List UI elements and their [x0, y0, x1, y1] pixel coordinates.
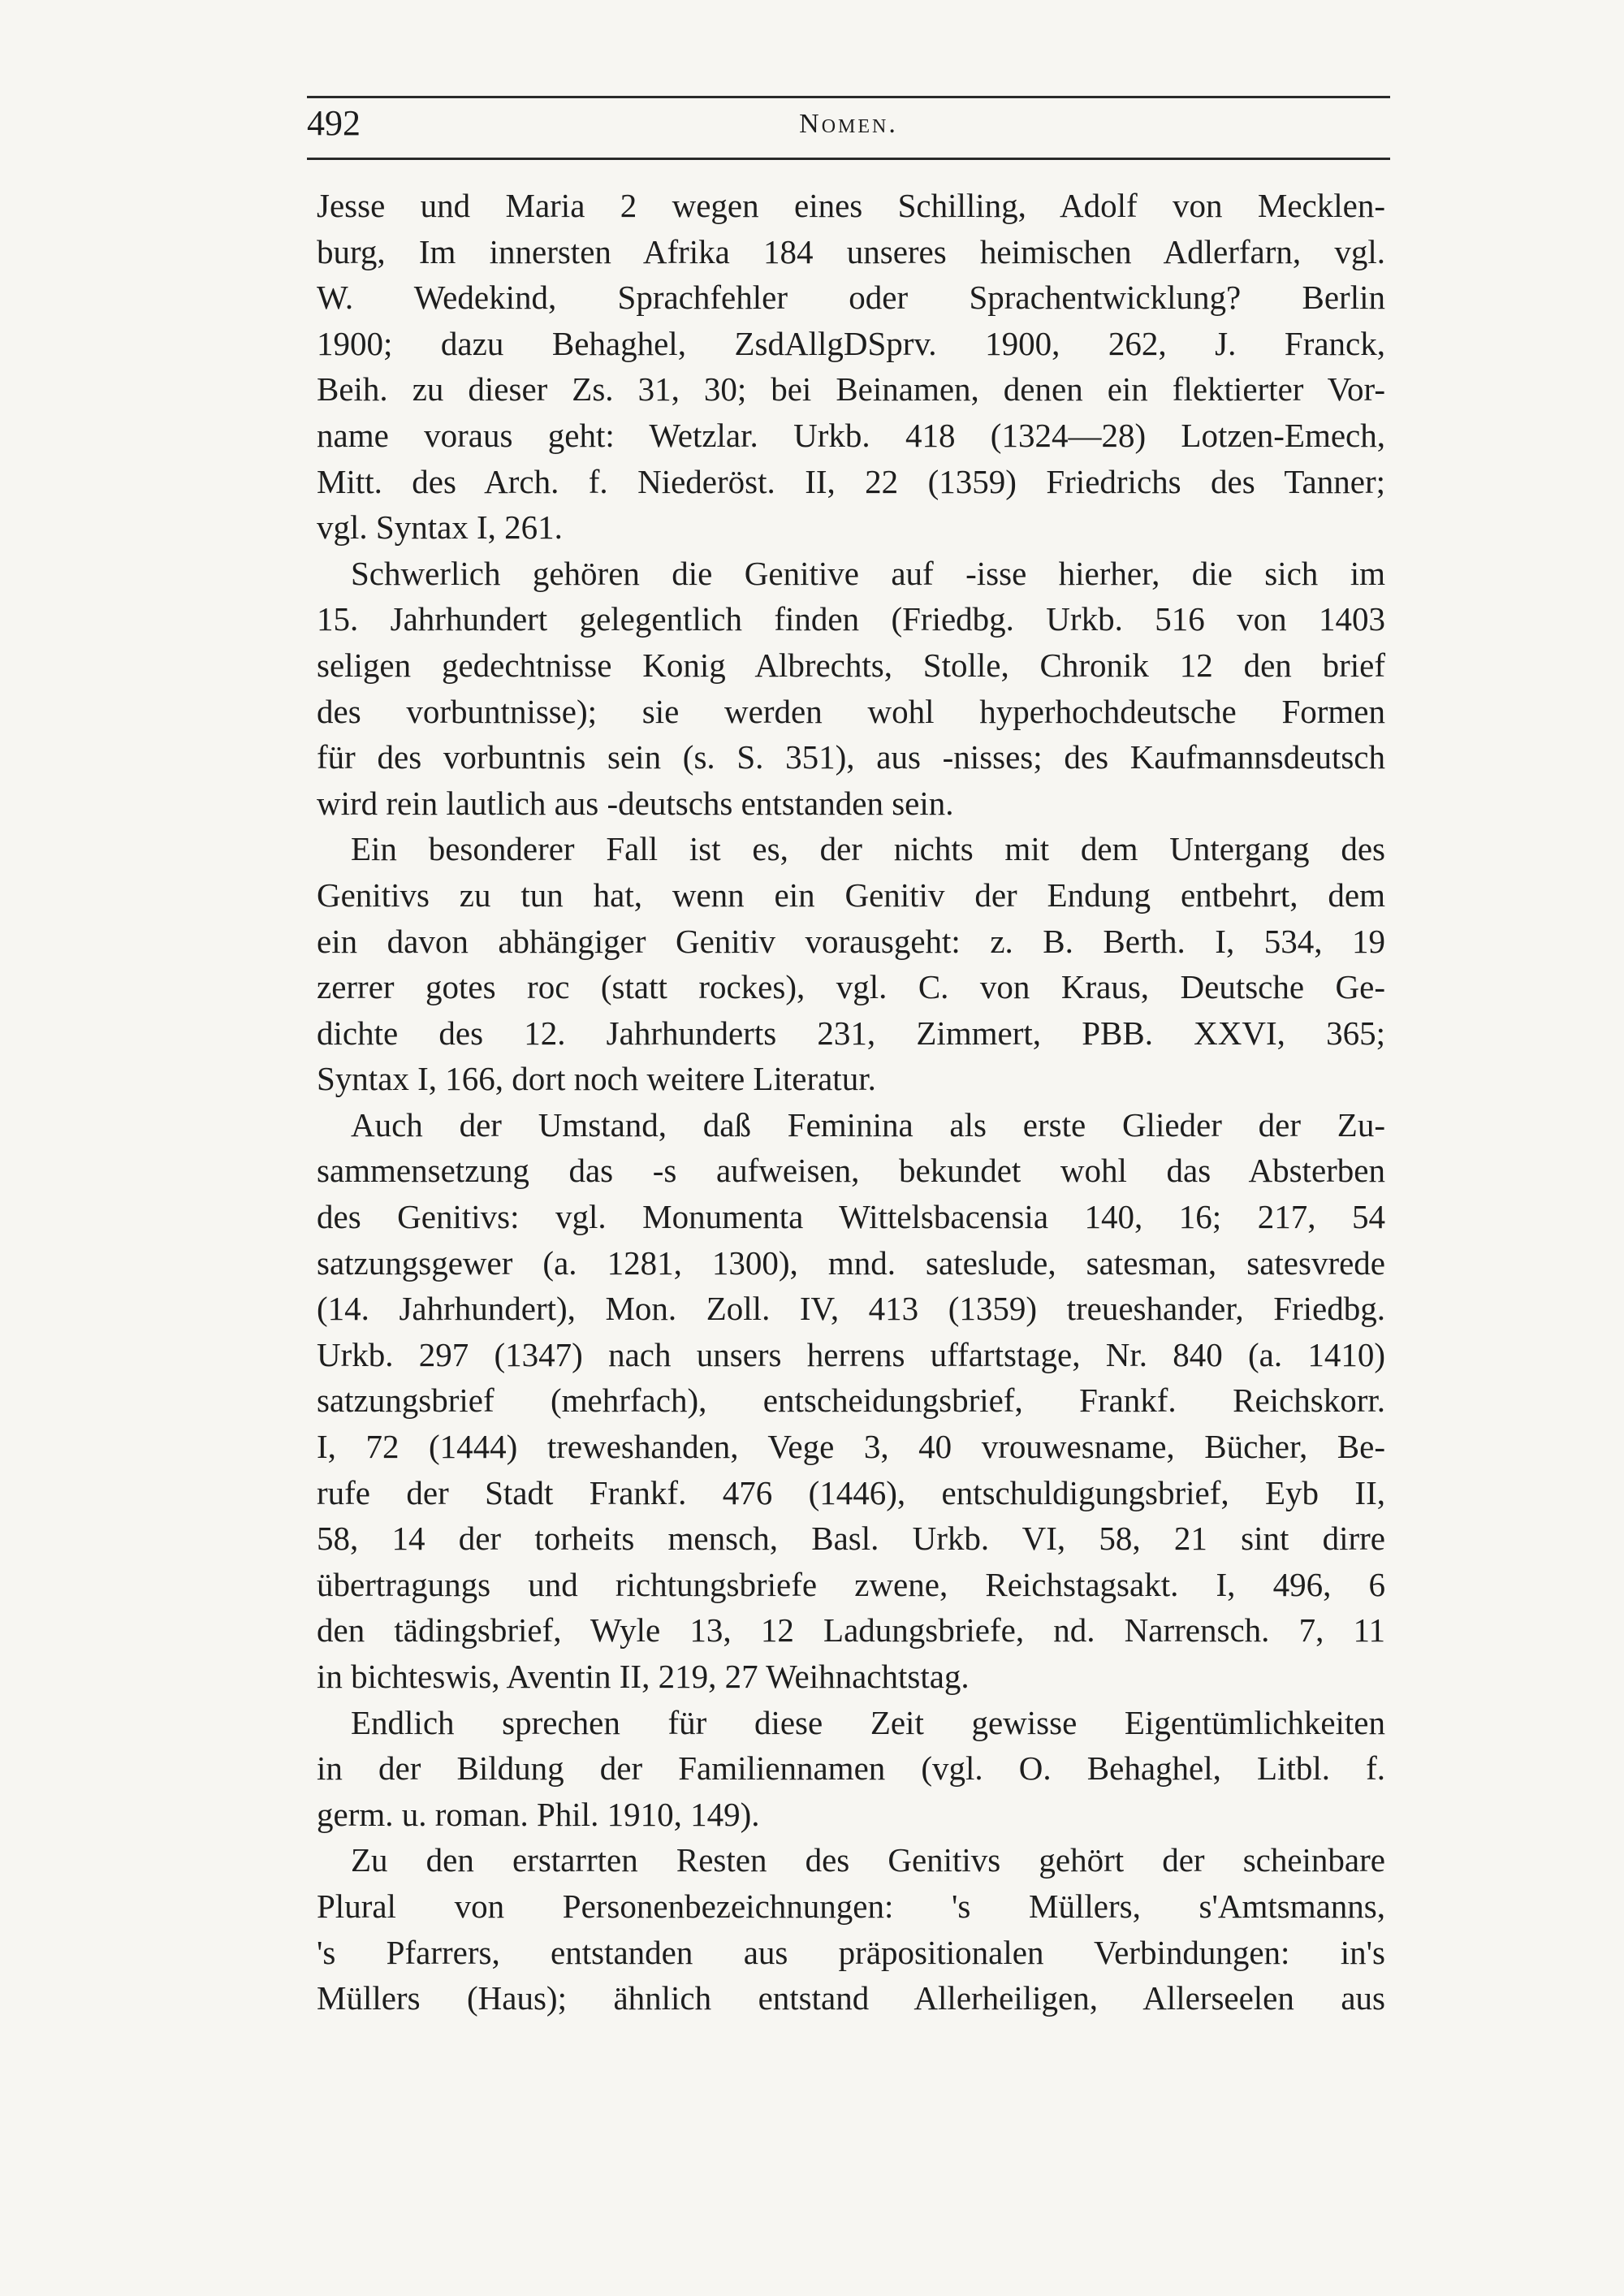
text-line: sammensetzung das -s aufweisen, bekundet wohl das Absterben — [317, 1152, 1385, 1190]
running-head: Nomen. — [799, 109, 898, 139]
text-line: in der Bildung der Familiennamen (vgl. O. Behaghel, Litbl. f. — [317, 1749, 1385, 1788]
paragraph-start-line: Zu den erstarrten Resten des Genitivs gehört der scheinbare — [351, 1841, 1385, 1879]
text-line: 58, 14 der torheits mensch, Basl. Urkb. VI, 58, 21 sint dirre — [317, 1520, 1385, 1558]
page-number: 492 — [307, 103, 361, 143]
body-text — [317, 183, 1385, 2021]
text-line: Mitt. des Arch. f. Niederöst. II, 22 (1359) Friedrichs des Tanner; — [317, 462, 1385, 500]
text-line: in bichteswis, Aventin II, 219, 27 Weihnachtstag. — [317, 1658, 970, 1695]
text-line: burg, Im innersten Afrika 184 unseres heimischen Adlerfarn, vgl. — [317, 232, 1385, 270]
text-line: satzungsgewer (a. 1281, 1300), mnd. sateslude, satesman, satesvrede — [317, 1243, 1385, 1282]
text-line: wird rein lautlich aus -deutschs entstanden sein. — [317, 784, 954, 822]
text-line: ein davon abhängiger Genitiv vorausgeht: z. B. Berth. I, 534, 19 — [317, 922, 1385, 960]
text-line: zerrer gotes roc (statt rockes), vgl. C. von Kraus, Deutsche Ge- — [317, 968, 1385, 1006]
text-line: rufe der Stadt Frankf. 476 (1446), entschuldigungsbrief, Eyb II, — [317, 1473, 1385, 1511]
text-line: des Genitivs: vgl. Monumenta Wittelsbacensia 140, 16; 217, 54 — [317, 1198, 1385, 1236]
page-header — [307, 96, 1390, 169]
paragraph-start-line: Auch der Umstand, daß Feminina als erste Glieder der Zu- — [351, 1105, 1385, 1144]
text-line: Beih. zu dieser Zs. 31, 30; bei Beinamen, denen ein flektierter Vor- — [317, 370, 1385, 409]
text-line: germ. u. roman. Phil. 1910, 149). — [317, 1795, 760, 1833]
text-line: Plural von Personenbezeichnungen: 's Müllers, s'Amtsmanns, — [317, 1887, 1385, 1925]
text-line: W. Wedekind, Sprachfehler oder Sprachentwicklung? Berlin — [317, 279, 1385, 317]
text-line: 15. Jahrhundert gelegentlich finden (Friedbg. Urkb. 516 von 1403 — [317, 600, 1385, 638]
text-line: satzungsbrief (mehrfach), entscheidungsbrief, Frankf. Reichskorr. — [317, 1381, 1385, 1420]
text-line: I, 72 (1444) treweshanden, Vege 3, 40 vrouwesname, Bücher, Be- — [317, 1428, 1385, 1466]
text-line: seligen gedechtnisse Konig Albrechts, Stolle, Chronik 12 den brief — [317, 646, 1385, 684]
text-line: übertragungs und richtungsbriefe zwene, Reichstagsakt. I, 496, 6 — [317, 1565, 1385, 1603]
text-line: des vorbuntnisse); sie werden wohl hyperhochdeutsche Formen — [317, 692, 1385, 730]
text-line: 's Pfarrers, entstanden aus präpositionalen Verbindungen: in's — [317, 1933, 1385, 1971]
text-line: vgl. Syntax I, 261. — [317, 508, 563, 547]
text-line: Müllers (Haus); ähnlich entstand Allerheiligen, Allerseelen aus — [317, 1979, 1385, 2017]
text-line: für des vorbuntnis sein (s. S. 351), aus -nisses; des Kaufmannsdeutsch — [317, 738, 1385, 776]
paragraph-start-line: Schwerlich gehören die Genitive auf -isse hierher, die sich im — [351, 554, 1385, 592]
text-line: Syntax I, 166, dort noch weitere Literatur. — [317, 1060, 876, 1098]
text-line: Genitivs zu tun hat, wenn ein Genitiv der Endung entbehrt, dem — [317, 876, 1385, 914]
text-line: 1900; dazu Behaghel, ZsdAllgDSprv. 1900, 262, J. Franck, — [317, 324, 1385, 362]
text-line: name voraus geht: Wetzlar. Urkb. 418 (1324—28) Lotzen-Emech, — [317, 416, 1385, 454]
header-top-rule — [307, 96, 1390, 98]
header-bottom-rule — [307, 158, 1390, 160]
paragraph-start-line: Ein besonderer Fall ist es, der nichts mit dem Untergang des — [351, 830, 1385, 868]
text-line: den tädingsbrief, Wyle 13, 12 Ladungsbriefe, nd. Narrensch. 7, 11 — [317, 1611, 1385, 1650]
text-line: Jesse und Maria 2 wegen eines Schilling, Adolf von Mecklen- — [317, 187, 1385, 224]
paragraph-start-line: Endlich sprechen für diese Zeit gewisse Eigentümlichkeiten — [351, 1703, 1385, 1741]
text-line: Urkb. 297 (1347) nach unsers herrens uffartstage, Nr. 840 (a. 1410) — [317, 1335, 1385, 1373]
text-line: dichte des 12. Jahrhunderts 231, Zimmert, PBB. XXVI, 365; — [317, 1014, 1385, 1052]
text-line: (14. Jahrhundert), Mon. Zoll. IV, 413 (1359) treueshander, Friedbg. — [317, 1290, 1385, 1328]
